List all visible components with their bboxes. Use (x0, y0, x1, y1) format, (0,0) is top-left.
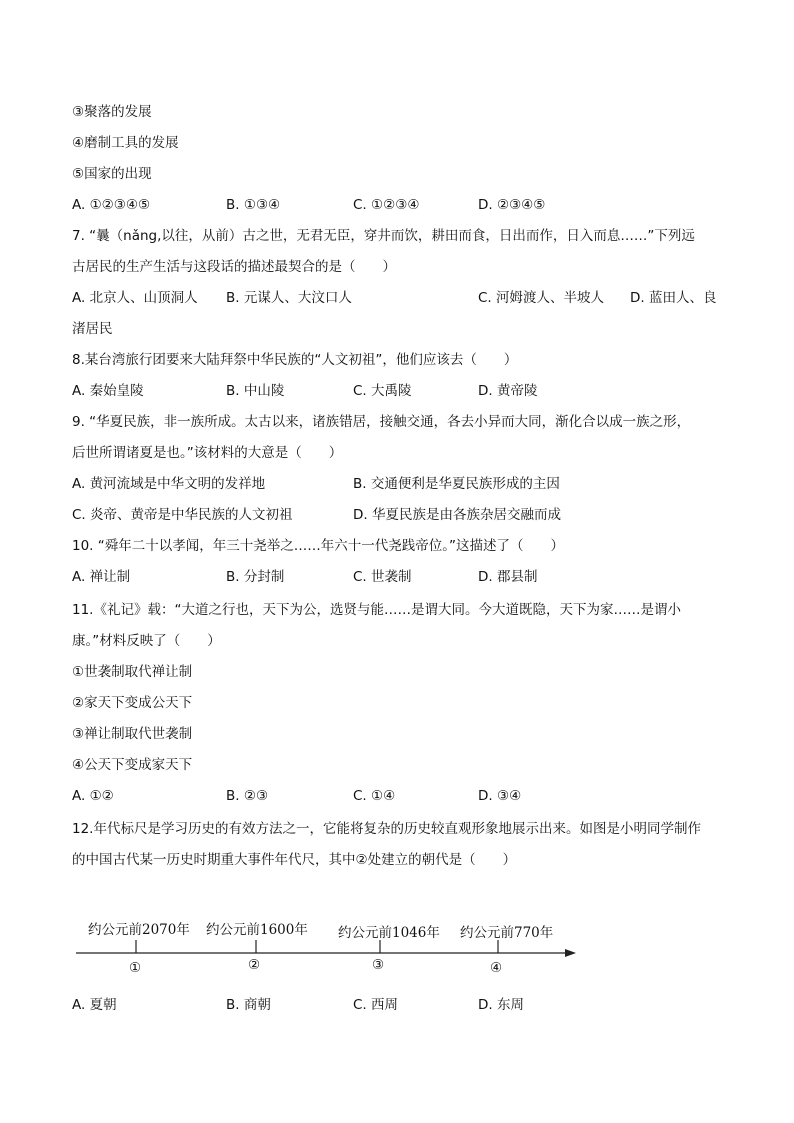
q11-item-1: ①世袭制取代禅让制 (72, 664, 193, 680)
q12-option-d[interactable]: D. 东周 (478, 997, 524, 1013)
timeline-marker-3: ③ (372, 957, 385, 973)
item-3: ③聚落的发展 (72, 104, 152, 120)
timeline-label-4: 约公元前770年 (460, 925, 554, 941)
q9-stem-line2: 后世所谓诸夏是也。”该材料的大意是（ ） (72, 445, 343, 461)
q7-option-a[interactable]: A. 北京人、山顶洞人 (72, 290, 198, 306)
q8-option-c[interactable]: C. 大禹陵 (353, 383, 412, 399)
q8-option-b[interactable]: B. 中山陵 (226, 383, 285, 399)
item-4: ④磨制工具的发展 (72, 135, 179, 151)
q12-option-a[interactable]: A. 夏朝 (72, 997, 117, 1013)
q6-option-d[interactable]: D. ②③④⑤ (478, 197, 546, 213)
q8-option-d[interactable]: D. 黄帝陵 (478, 383, 538, 399)
timeline-label-1: 约公元前2070年 (88, 922, 190, 938)
q12-option-b[interactable]: B. 商朝 (226, 997, 271, 1013)
q11-stem-line1: 11.《礼记》载：“大道之行也，天下为公，选贤与能……是谓大同。今大道既隐，天下为家……是谓小 (72, 602, 681, 618)
q7-option-b[interactable]: B. 元谋人、大汶口人 (226, 290, 352, 306)
q12-stem-line2: 的中国古代某一历史时期重大事件年代尺，其中②处建立的朝代是（ ） (72, 852, 517, 868)
q11-item-2: ②家天下变成公天下 (72, 695, 193, 711)
q9-option-c[interactable]: C. 炎帝、黄帝是中华民族的人文初祖 (72, 507, 293, 523)
q7-stem-line2: 古居民的生产生活与这段话的描述最契合的是（ ） (72, 259, 396, 275)
q11-option-a[interactable]: A. ①② (72, 788, 114, 804)
q12-option-c[interactable]: C. 西周 (353, 997, 399, 1013)
q7-option-d[interactable]: D. 蓝田人、良 (630, 290, 717, 306)
q8-stem: 8.某台湾旅行团要来大陆拜祭中华民族的“人文初祖”，他们应该去（ ） (72, 352, 518, 368)
q6-option-a[interactable]: A. ①②③④⑤ (72, 197, 151, 213)
q8-option-a[interactable]: A. 秦始皇陵 (72, 383, 144, 399)
q10-option-c[interactable]: C. 世袭制 (353, 569, 412, 585)
q6-option-b[interactable]: B. ①③④ (226, 197, 281, 213)
q11-stem-line2: 康。”材料反映了（ ） (72, 633, 221, 649)
q6-option-c[interactable]: C. ①②③④ (353, 197, 420, 213)
q9-option-a[interactable]: A. 黄河流域是中华文明的发祥地 (72, 476, 266, 492)
q9-option-b[interactable]: B. 交通便利是华夏民族形成的主因 (353, 476, 560, 492)
timeline-label-3: 约公元前1046年 (338, 925, 440, 941)
item-5: ⑤国家的出现 (72, 166, 152, 182)
q10-option-a[interactable]: A. 禅让制 (72, 569, 131, 585)
q7-option-c[interactable]: C. 河姆渡人、半坡人 (478, 290, 605, 306)
timeline-marker-1: ① (129, 960, 142, 976)
timeline-label-2: 约公元前1600年 (206, 922, 308, 938)
q12-stem-line1: 12.年代标尺是学习历史的有效方法之一，它能将复杂的历史较直观形象地展示出来。如图是小明同学制作 (72, 821, 701, 837)
timeline-arrowhead (565, 949, 576, 957)
q11-option-b[interactable]: B. ②③ (226, 788, 269, 804)
q7-stem-line1: 7. “曩（nǎng,以往，从前）古之世，无君无臣，穿井而饮，耕田而食，日出而作，日入而息……”下列远 (72, 228, 695, 244)
q7-option-d-continued: 渚居民 (72, 321, 113, 337)
q10-stem: 10. “舜年二十以孝闻，年三十尧举之……年六十一代尧践帝位。”这描述了（ ） (72, 538, 564, 554)
q11-option-c[interactable]: C. ①④ (353, 788, 396, 804)
q11-item-3: ③禅让制取代世袭制 (72, 726, 193, 742)
q10-option-b[interactable]: B. 分封制 (226, 569, 285, 585)
q9-option-d[interactable]: D. 华夏民族是由各族杂居交融而成 (353, 507, 561, 523)
timeline-marker-4: ④ (490, 960, 503, 976)
q9-stem-line1: 9. “华夏民族，非一族所成。太古以来，诸族错居，接触交通，各去小异而大同，渐化合以成一族之形， (72, 414, 691, 430)
q11-item-4: ④公天下变成家天下 (72, 757, 193, 773)
q11-option-d[interactable]: D. ③④ (478, 788, 522, 804)
timeline-marker-2: ② (248, 957, 261, 973)
q10-option-d[interactable]: D. 郡县制 (478, 569, 538, 585)
